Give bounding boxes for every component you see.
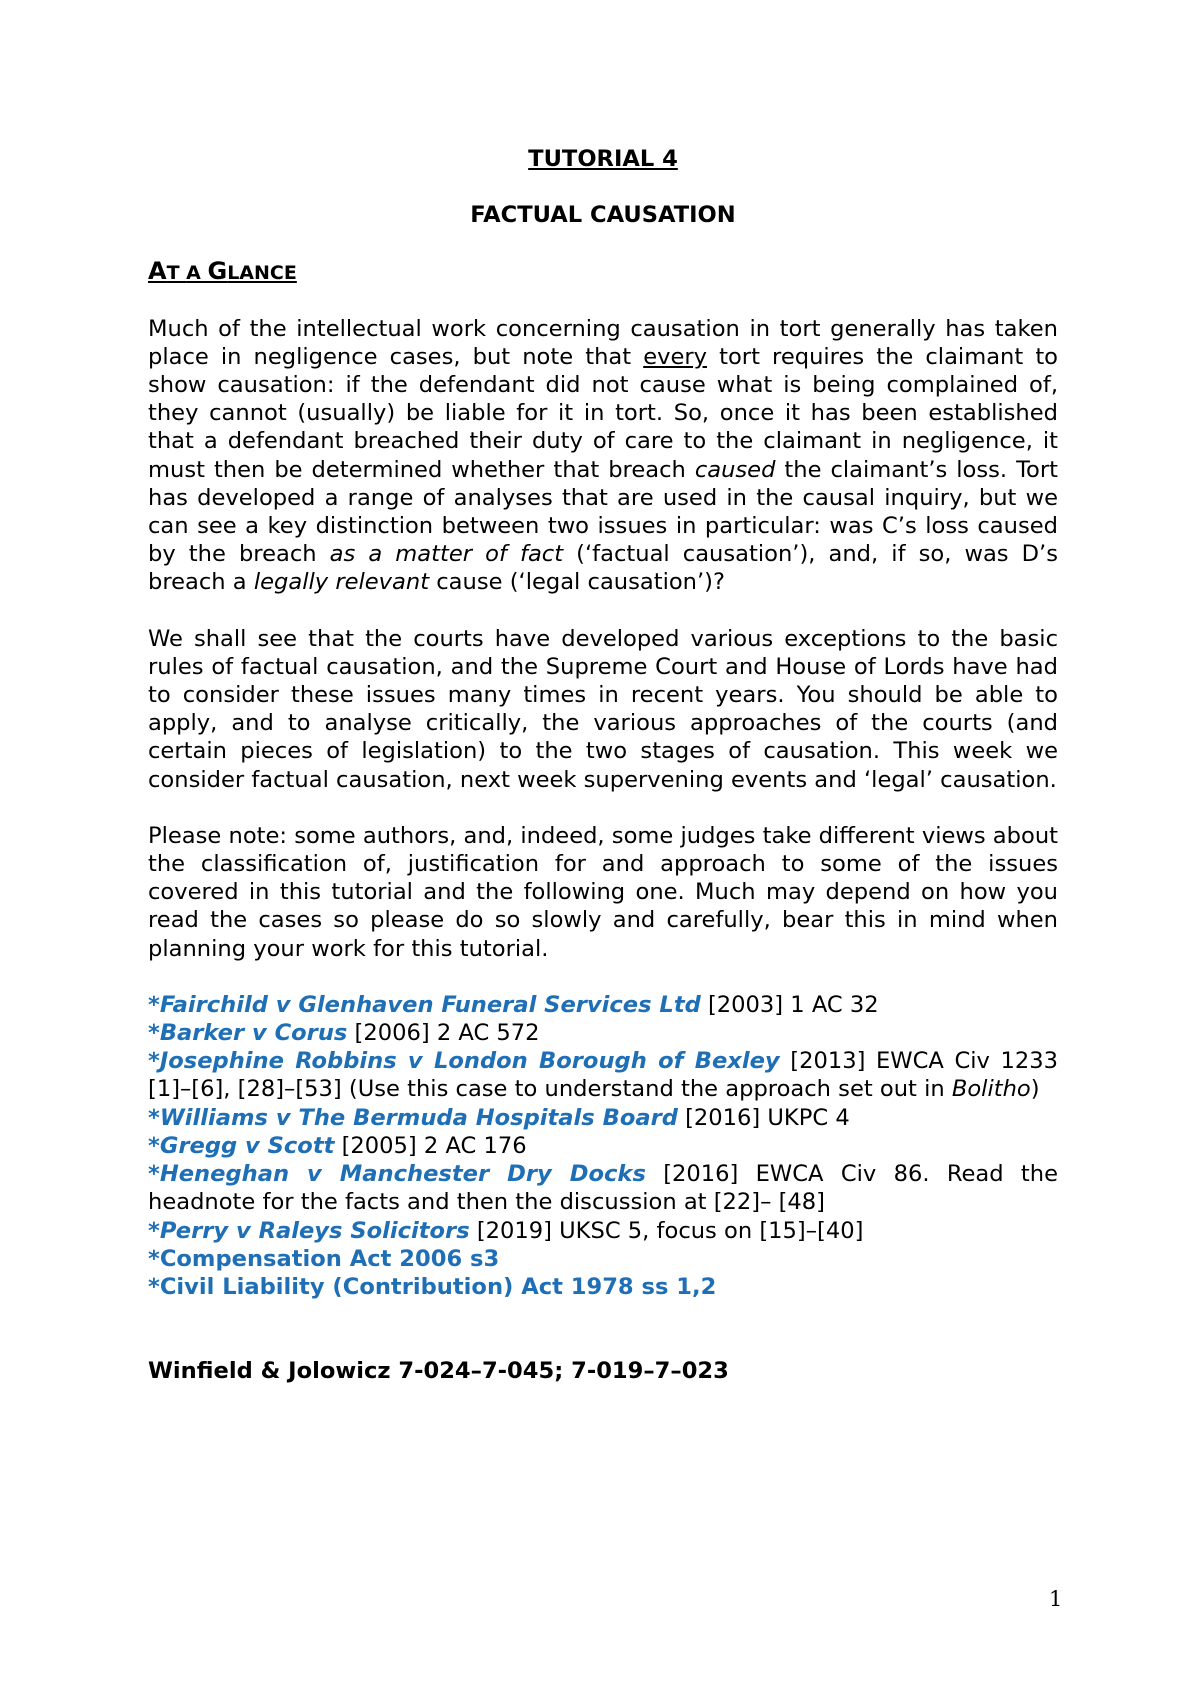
case-link[interactable]: *Perry v Raleys Solicitors (148, 1217, 470, 1244)
textbook-reading: Winfield & Jolowicz 7-024–7-045; 7-019–7–023 (148, 1358, 729, 1385)
heading-smallcaps: A (186, 262, 208, 285)
section-heading-at-a-glance (148, 257, 1058, 287)
emphasis-underline: every (643, 343, 708, 370)
heading-letter: A (148, 257, 167, 286)
text-run: Much of the intellectual work concerning causation in tort generally has taken place in negligence cases, but note that (148, 315, 1058, 370)
heading-smallcaps: T (166, 262, 187, 285)
reading-item (148, 1047, 1058, 1103)
heading-letter: G (207, 257, 228, 286)
case-citation: ) (1030, 1076, 1040, 1103)
text-run: the claimant’s loss. Tort has developed a range of analyses that are used in the causal inquiry, but we can see a key distinction between two issues in particular: was C’s loss caused by the breach (148, 456, 1059, 568)
heading-smallcaps: LANCE (227, 262, 297, 285)
statute-link[interactable]: *Civil Liability (Contribution) Act 1978 ss 1,2 (148, 1273, 717, 1300)
emphasis-italic: as a matter of fact (329, 541, 564, 568)
text-run: tort requires the claimant to show causation: if the defendant did not cause what is being complained of, they cannot (usually) be liable for it in tort. So, once it has been established that a defendant breached their duty of care to the claimant in negligence, it must then be determined whether that breach (148, 343, 1059, 483)
case-link[interactable]: *Josephine Robbins v London Borough of Bexley (148, 1048, 780, 1075)
exceptions-paragraph: We shall see that the courts have developed various exceptions to the basic rules of factual causation, and the Supreme Court and House of Lords have had to consider these issues many times in recent years. You should be able to apply, and to analyse critically, the various approaches of the courts (and certain pieces of legislation) to the two stages of causation. This week we consider factual causation, next week supervening events and ‘legal’ causation. (148, 625, 1058, 793)
document-body (148, 145, 1058, 1385)
reading-list (148, 991, 1058, 1301)
case-citation: [2019] UKSC 5, focus on [15]–[40] (469, 1217, 864, 1244)
page-title: TUTORIAL 4 (528, 146, 678, 172)
reading-item (148, 1019, 1058, 1047)
page-subtitle: FACTUAL CAUSATION (470, 202, 736, 229)
reading-item (148, 1217, 1058, 1245)
emphasis-italic: caused (694, 456, 776, 483)
intro-paragraph (148, 315, 1058, 597)
case-link[interactable]: *Heneghan v Manchester Dry Docks (148, 1161, 646, 1188)
statute-link[interactable]: *Compensation Act 2006 s3 (148, 1245, 500, 1272)
reading-item (148, 1132, 1058, 1160)
case-link[interactable]: *Barker v Corus (148, 1020, 348, 1047)
reading-item (148, 1104, 1058, 1132)
text-run: cause (‘legal causation’)? (429, 569, 725, 596)
text-run: (‘factual causation’), and, if so, was D’s breach a (148, 541, 1058, 596)
case-citation-italic: Bolitho (951, 1076, 1031, 1103)
case-link[interactable]: *Gregg v Scott (148, 1132, 335, 1159)
emphasis-italic: legally relevant (253, 569, 430, 596)
case-citation: [2016] EWCA Civ 86. Read the headnote for the facts and then the discussion at [22]– [48] (148, 1161, 1058, 1216)
page-number: 1 (1049, 1587, 1063, 1611)
reading-item (148, 991, 1058, 1019)
case-link[interactable]: *Williams v The Bermuda Hospitals Board (148, 1104, 678, 1131)
reading-item (148, 1160, 1058, 1216)
case-citation: [2016] UKPC 4 (677, 1104, 850, 1131)
case-citation: [2013] EWCA Civ 1233 [1]–[6], [28]–[53] (Use this case to understand the approach set out in (148, 1048, 1058, 1103)
case-citation: [2005] 2 AC 176 (334, 1132, 527, 1159)
note-paragraph: Please note: some authors, and, indeed, some judges take different views about the classification of, justification for and approach to some of the issues covered in this tutorial and the following one. Much may depend on how you read the cases so please do so slowly and carefully, bear this in mind when planning your work for this tutorial. (148, 822, 1058, 962)
case-citation: [2006] 2 AC 572 (347, 1020, 540, 1047)
case-link[interactable]: *Fairchild v Glenhaven Funeral Services Ltd (148, 991, 701, 1018)
case-citation: [2003] 1 AC 32 (700, 991, 879, 1018)
